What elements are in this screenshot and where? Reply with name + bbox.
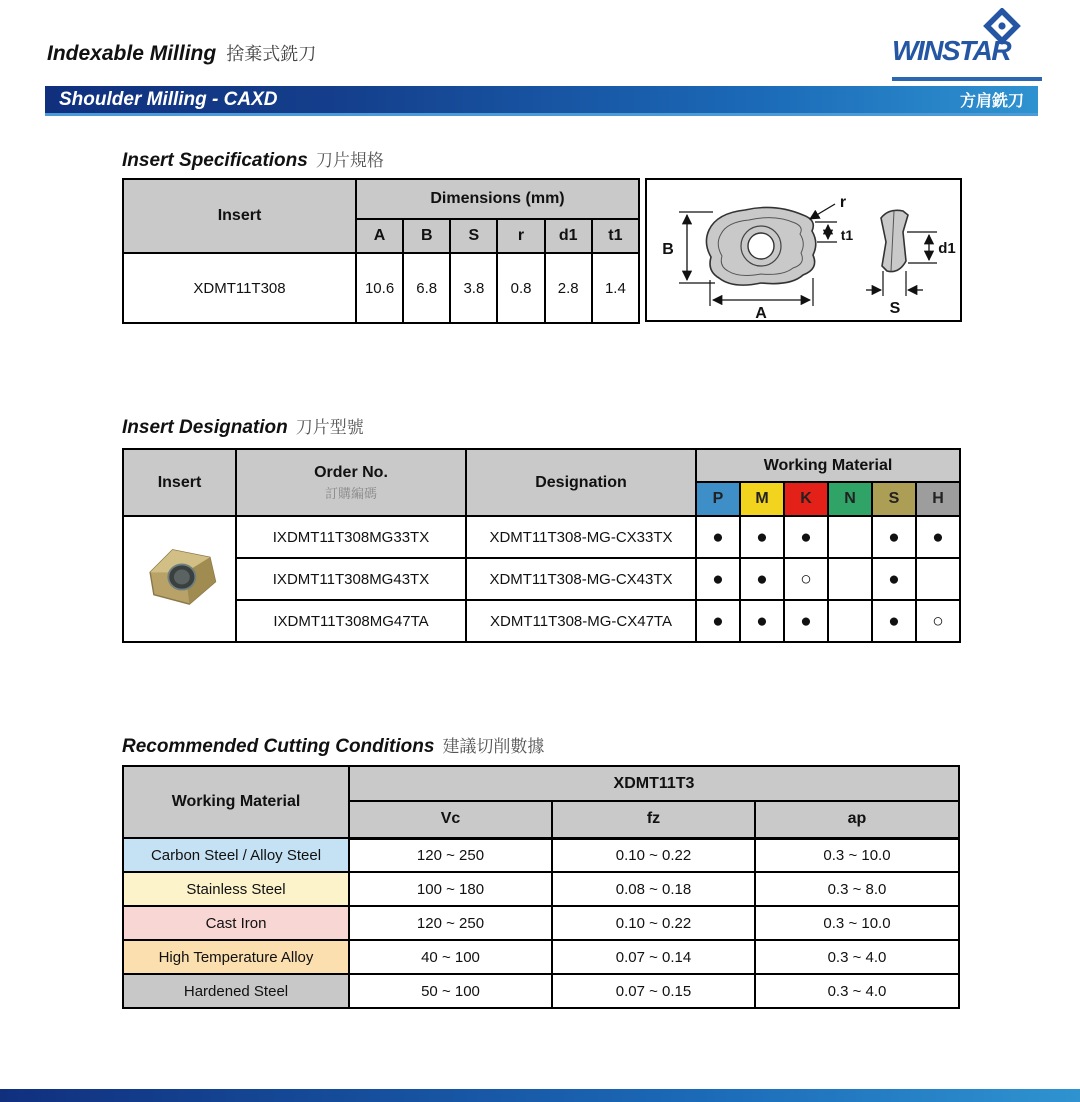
spec-col-dimensions: Dimensions (mm) — [356, 179, 639, 219]
fz-value: 0.07 ~ 0.15 — [552, 974, 755, 1008]
material-col-m: M — [740, 482, 784, 516]
dim-label-r: r — [839, 194, 847, 211]
cutting-col-vc: Vc — [349, 801, 552, 838]
dot-h: ● — [916, 516, 960, 558]
spec-value-b: 6.8 — [403, 253, 450, 323]
spec-value-r: 0.8 — [497, 253, 544, 323]
logo-text: WINSTAR — [892, 35, 1011, 66]
vc-value: 50 ~ 100 — [349, 974, 552, 1008]
winstar-logo-icon — [892, 8, 1042, 70]
spec-section-title — [122, 146, 384, 172]
cutting-row — [123, 940, 959, 974]
product-line-title: Indexable Milling — [47, 42, 217, 65]
ap-value: 0.3 ~ 4.0 — [755, 974, 959, 1008]
dot-n — [828, 516, 872, 558]
cutting-row — [123, 906, 959, 940]
dot-n — [828, 600, 872, 642]
designation-col-working-material: Working Material — [696, 449, 960, 482]
dim-label-b: B — [662, 241, 674, 258]
order-no-label-zh: 訂購編碼 — [324, 485, 377, 501]
spec-col-r: r — [497, 219, 544, 253]
cutting-col-working-material: Working Material — [123, 766, 349, 838]
fz-value: 0.10 ~ 0.22 — [552, 906, 755, 940]
dot-m: ● — [740, 600, 784, 642]
order-no-label: Order No. — [314, 463, 388, 481]
vc-value: 100 ~ 180 — [349, 872, 552, 906]
material-col-n: N — [828, 482, 872, 516]
dot-s: ● — [872, 516, 916, 558]
spec-col-s: S — [450, 219, 497, 253]
dot-n — [828, 558, 872, 600]
series-banner — [45, 86, 1038, 116]
designation-title-zh: 刀片型號 — [295, 418, 364, 437]
logo-diamond-dot — [998, 22, 1005, 29]
designation-col-designation: Designation — [466, 449, 696, 516]
material-col-p: P — [696, 482, 740, 516]
insert-photo — [132, 535, 228, 619]
designation-col-insert: Insert — [123, 449, 236, 516]
winstar-logo — [892, 8, 1042, 81]
cutting-title-zh: 建議切削數據 — [442, 737, 545, 756]
designation-value: XDMT11T308-MG-CX43TX — [466, 558, 696, 600]
spec-col-a: A — [356, 219, 403, 253]
product-line-title-zh: 捨棄式銑刀 — [226, 44, 317, 64]
order-no-value: IXDMT11T308MG43TX — [236, 558, 466, 600]
series-banner-title: Shoulder Milling - CAXD — [59, 88, 278, 110]
material-name: Carbon Steel / Alloy Steel — [123, 838, 349, 872]
ap-value: 0.3 ~ 8.0 — [755, 872, 959, 906]
spec-value-s: 3.8 — [450, 253, 497, 323]
footer-bar — [0, 1089, 1080, 1102]
spec-col-d1: d1 — [545, 219, 592, 253]
designation-title-en: Insert Designation — [122, 417, 288, 438]
fz-value: 0.07 ~ 0.14 — [552, 940, 755, 974]
fz-value: 0.08 ~ 0.18 — [552, 872, 755, 906]
spec-insert-name: XDMT11T308 — [123, 253, 356, 323]
dim-label-a: A — [755, 305, 767, 320]
spec-col-insert: Insert — [123, 179, 356, 253]
order-no-value: IXDMT11T308MG33TX — [236, 516, 466, 558]
material-col-s: S — [872, 482, 916, 516]
cutting-row — [123, 974, 959, 1008]
dot-m: ● — [740, 516, 784, 558]
designation-table — [122, 448, 961, 643]
page-header-title — [47, 40, 316, 66]
designation-row — [123, 558, 960, 600]
cutting-row — [123, 838, 959, 872]
ap-value: 0.3 ~ 10.0 — [755, 906, 959, 940]
cutting-col-group: XDMT11T3 — [349, 766, 959, 801]
ap-value: 0.3 ~ 10.0 — [755, 838, 959, 872]
dim-label-s: S — [889, 300, 901, 317]
dim-label-d1: d1 — [938, 240, 956, 257]
insert-dimension-diagram — [645, 178, 962, 322]
dot-s: ● — [872, 558, 916, 600]
dot-k: ● — [784, 600, 828, 642]
vc-value: 120 ~ 250 — [349, 906, 552, 940]
fz-value: 0.10 ~ 0.22 — [552, 838, 755, 872]
dot-k: ○ — [784, 558, 828, 600]
dot-p: ● — [696, 600, 740, 642]
spec-title-zh: 刀片規格 — [315, 151, 384, 170]
vc-value: 40 ~ 100 — [349, 940, 552, 974]
cutting-section-title — [122, 732, 544, 758]
spec-value-a: 10.6 — [356, 253, 403, 323]
insert-center-hole — [748, 233, 774, 259]
cutting-title-en: Recommended Cutting Conditions — [122, 736, 435, 757]
designation-section-title — [122, 413, 364, 439]
dot-k: ● — [784, 516, 828, 558]
spec-table — [122, 178, 640, 324]
designation-value: XDMT11T308-MG-CX33TX — [466, 516, 696, 558]
spec-value-d1: 2.8 — [545, 253, 592, 323]
spec-row — [123, 253, 639, 323]
spec-value-t1: 1.4 — [592, 253, 639, 323]
dot-s: ● — [872, 600, 916, 642]
material-name: High Temperature Alloy — [123, 940, 349, 974]
spec-title-en: Insert Specifications — [122, 150, 308, 171]
vc-value: 120 ~ 250 — [349, 838, 552, 872]
dot-h: ○ — [916, 600, 960, 642]
spec-col-b: B — [403, 219, 450, 253]
insert-side-view — [881, 210, 908, 271]
material-name: Cast Iron — [123, 906, 349, 940]
material-col-k: K — [784, 482, 828, 516]
material-col-h: H — [916, 482, 960, 516]
designation-value: XDMT11T308-MG-CX47TA — [466, 600, 696, 642]
cutting-col-fz: fz — [552, 801, 755, 838]
cutting-conditions-table — [122, 765, 960, 1009]
order-no-value: IXDMT11T308MG47TA — [236, 600, 466, 642]
cutting-row — [123, 872, 959, 906]
ap-value: 0.3 ~ 4.0 — [755, 940, 959, 974]
designation-col-order — [236, 449, 466, 516]
designation-row — [123, 516, 960, 558]
designation-row — [123, 600, 960, 642]
material-name: Hardened Steel — [123, 974, 349, 1008]
logo-underline — [892, 77, 1042, 81]
dot-p: ● — [696, 558, 740, 600]
dim-label-t1: t1 — [840, 227, 854, 243]
series-banner-title-zh: 方肩銑刀 — [959, 93, 1024, 110]
spec-col-t1: t1 — [592, 219, 639, 253]
dot-h — [916, 558, 960, 600]
material-name: Stainless Steel — [123, 872, 349, 906]
insert-photo-cell — [123, 516, 236, 642]
insert-drawing-icon — [647, 180, 960, 320]
cutting-col-ap: ap — [755, 801, 959, 838]
dot-p: ● — [696, 516, 740, 558]
dot-m: ● — [740, 558, 784, 600]
